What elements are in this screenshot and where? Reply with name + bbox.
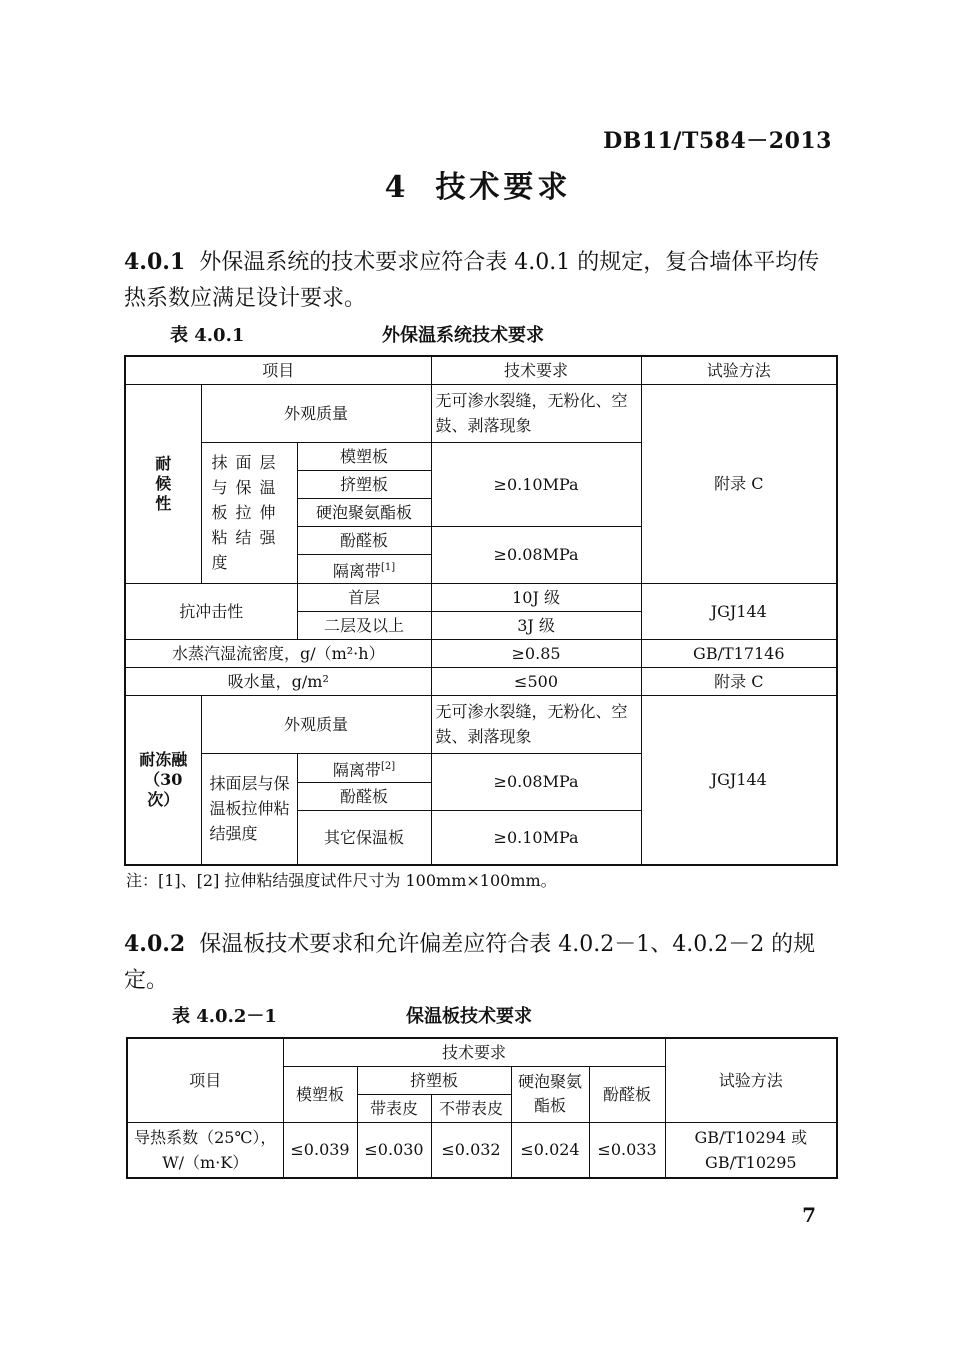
standard-code: DB11/T584－2013 [603,128,832,154]
page-number: 7 [802,1203,816,1227]
impact-first-floor: 首层 [297,583,431,611]
t2-header-method: 试验方法 [665,1038,837,1122]
t2-value-eps: ≤0.039 [283,1122,357,1178]
t2-eps: 模塑板 [283,1066,357,1122]
header-method: 试验方法 [641,356,837,384]
board-eps: 模塑板 [297,442,431,470]
water-requirement: ≤500 [431,667,641,695]
table-note: 注：[1]、[2] 拉伸粘结强度试件尺寸为 100mm×100mm。 [126,871,557,890]
appearance-label: 外观质量 [201,384,431,442]
bond-strength-label: 抹面层与保温板拉伸粘结强度 [201,442,297,583]
freeze-req-0-08mpa: ≥0.08MPa [431,753,641,810]
impact-method: JGJ144 [641,583,837,639]
t2-pu: 硬泡聚氨酯板 [511,1066,589,1122]
t2-row-label: 导热系数（25℃），W/（m·K） [127,1122,283,1178]
appearance-requirement: 无可渗水裂缝，无粉化、空鼓、剥落现象 [431,384,641,442]
freeze-appearance-requirement: 无可渗水裂缝，无粉化、空鼓、剥落现象 [431,695,641,753]
freeze-other-board: 其它保温板 [297,811,431,865]
water-label: 吸水量，g/m² [125,667,431,695]
t2-value-pf: ≤0.033 [589,1122,665,1178]
impact-second-floor: 二层及以上 [297,611,431,639]
clause-text: 外保温系统的技术要求应符合表 4.0.1 的规定，复合墙体平均传热系数应满足设计要求。 [124,250,820,311]
method-appendix-c: 附录 C [641,384,837,583]
board-xps: 挤塑板 [297,470,431,498]
req-0-10mpa: ≥0.10MPa [431,442,641,526]
clause-number: 4.0.2 [124,931,186,957]
clause-4-0-2 [124,926,836,999]
freeze-board-pf: 酚醛板 [297,783,431,811]
board-pu: 硬泡聚氨酯板 [297,498,431,526]
req-0-08mpa: ≥0.08MPa [431,526,641,583]
water-method: 附录 C [641,667,837,695]
t2-xps-without-skin: 不带表皮 [431,1094,511,1122]
vapor-method: GB/T17146 [641,639,837,667]
freeze-fire-belt: 隔离带[2] [297,753,431,782]
freeze-bond-label: 抹面层与保温板拉伸粘结强度 [201,753,297,864]
table-4-0-2-1-label: 表 4.0.2－1 [172,1006,277,1027]
header-requirement: 技术要求 [431,356,641,384]
clause-4-0-1 [124,244,836,317]
freeze-thaw-label: 耐冻融 （30 次） [125,695,201,864]
chapter-number: 4 [384,170,410,205]
impact-label: 抗冲击性 [125,583,297,639]
ref-1: [1] [380,561,396,573]
t2-header-item: 项目 [127,1038,283,1122]
freeze-req-0-10mpa: ≥0.10MPa [431,811,641,865]
impact-10j: 10J 级 [431,583,641,611]
table-4-0-2-1 [126,1037,838,1179]
header-item: 项目 [125,356,431,384]
t2-header-requirement: 技术要求 [283,1038,665,1066]
fire-belt-1: 隔离带[1] [297,554,431,583]
freeze-method: JGJ144 [641,695,837,864]
t2-xps: 挤塑板 [357,1066,511,1094]
clause-text: 保温板技术要求和允许偏差应符合表 4.0.2－1、4.0.2－2 的规定。 [124,932,816,993]
table-4-0-2-1-title: 保温板技术要求 [406,1006,532,1027]
vapor-label: 水蒸汽湿流密度，g/（m²·h） [125,639,431,667]
weather-resistance-label: 耐候性 [125,384,201,583]
table-4-0-1-label: 表 4.0.1 [170,325,245,346]
freeze-count: （30 次） [144,769,183,809]
table-4-0-1 [124,355,838,866]
chapter-heading [0,162,956,206]
t2-pf: 酚醛板 [589,1066,665,1122]
freeze-appearance-label: 外观质量 [201,695,431,753]
chapter-title: 技术要求 [435,170,572,205]
t2-method: GB/T10294 或 GB/T10295 [665,1122,837,1178]
board-pf: 酚醛板 [297,526,431,554]
t2-value-pu: ≤0.024 [511,1122,589,1178]
vapor-requirement: ≥0.85 [431,639,641,667]
ref-2: [2] [380,760,396,772]
table-4-0-1-title: 外保温系统技术要求 [382,325,544,346]
impact-3j: 3J 级 [431,611,641,639]
t2-value-xps-noskin: ≤0.032 [431,1122,511,1178]
clause-number: 4.0.1 [124,249,186,275]
t2-xps-with-skin: 带表皮 [357,1094,431,1122]
t2-value-xps-skin: ≤0.030 [357,1122,431,1178]
